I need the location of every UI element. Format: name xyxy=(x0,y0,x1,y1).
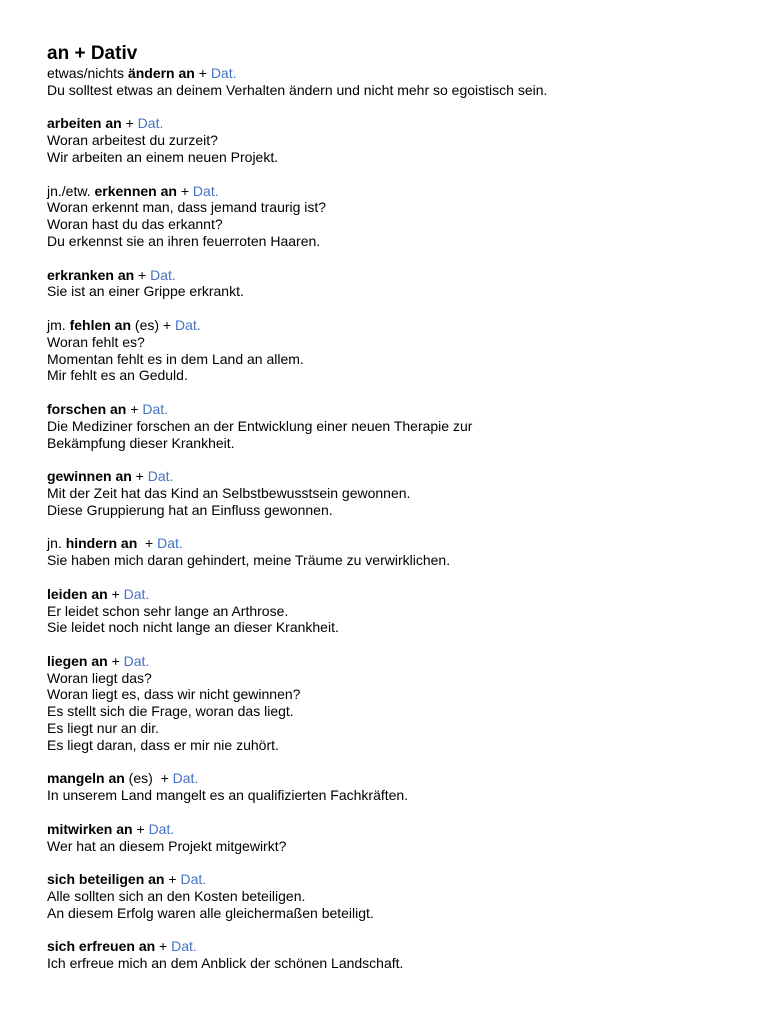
verb-connector: + xyxy=(194,65,211,81)
example-sentence: Sie haben mich daran gehindert, meine Träume zu verwirklichen. xyxy=(47,552,451,569)
example-sentence: Diese Gruppierung hat an Einfluss gewonnen. xyxy=(47,501,333,518)
case-label: Dat. xyxy=(192,182,219,199)
verb-entry xyxy=(47,267,768,301)
verb-line xyxy=(47,183,768,200)
verb-line xyxy=(47,468,768,485)
verb-name: sich erfreuen an xyxy=(47,938,156,955)
verb-entry xyxy=(47,871,768,921)
example-sentence: Er leidet schon sehr lange an Arthrose. xyxy=(47,602,289,619)
verb-entry xyxy=(47,468,768,518)
case-label: Dat. xyxy=(180,871,207,888)
example-sentence: Sie leidet noch nicht lange an dieser Krankheit. xyxy=(47,619,339,636)
example-sentence: Ich erfreue mich an dem Anblick der schönen Landschaft. xyxy=(47,955,404,972)
verb-name: sich beteiligen an xyxy=(47,871,165,888)
verb-connector: + xyxy=(131,468,148,485)
case-label: Dat. xyxy=(137,115,164,132)
verb-line xyxy=(47,770,768,787)
verb-name: liegen an xyxy=(47,652,108,669)
verb-connector: + xyxy=(164,871,181,888)
verb-line xyxy=(47,401,768,418)
verb-name: mitwirken an xyxy=(47,820,133,837)
verb-name: gewinnen an xyxy=(47,468,132,485)
case-label: Dat. xyxy=(175,316,201,333)
example-sentence: Es liegt nur an dir. xyxy=(47,720,160,737)
page-title: an + Dativ xyxy=(47,43,138,64)
verb-line xyxy=(47,821,768,838)
verb-entry xyxy=(47,653,768,754)
verb-object: jn. xyxy=(47,535,66,552)
verb-connector: (es) + xyxy=(131,316,175,333)
example-sentence: Woran erkennt man, dass jemand traurig ist? xyxy=(47,199,327,216)
example-sentence: Woran arbeitest du zurzeit? xyxy=(47,132,218,149)
verb-name: ändern an xyxy=(127,65,195,81)
example-sentence: Die Mediziner forschen an der Entwicklung einer neuen Therapie zur xyxy=(47,417,473,434)
example-sentence: Du erkennst sie an ihren feuerroten Haaren. xyxy=(47,232,321,249)
example-sentence: In unserem Land mangelt es an qualifizierten Fachkräften. xyxy=(47,787,409,804)
example-sentence: An diesem Erfolg waren alle gleichermaßen beteiligt. xyxy=(47,904,374,921)
verb-entry xyxy=(47,770,768,804)
example-sentence: Bekämpfung dieser Krankheit. xyxy=(47,434,235,451)
example-sentence: Es liegt daran, dass er mir nie zuhört. xyxy=(47,736,279,753)
verb-connector: + xyxy=(155,938,172,955)
example-sentence: Woran hast du das erkannt? xyxy=(47,216,223,233)
verb-connector: + xyxy=(107,652,124,669)
example-sentence: Woran fehlt es? xyxy=(47,333,145,350)
verb-connector: + xyxy=(134,266,151,283)
verb-object: jm. xyxy=(47,316,70,333)
verb-entry xyxy=(47,115,768,165)
example-sentence: Woran liegt es, dass wir nicht gewinnen? xyxy=(47,686,301,703)
verb-entry xyxy=(47,938,768,972)
verb-connector: + xyxy=(126,400,143,417)
verb-entry xyxy=(47,183,768,250)
example-sentence: Mit der Zeit hat das Kind an Selbstbewusstsein gewonnen. xyxy=(47,484,411,501)
verb-connector: + xyxy=(137,535,158,552)
example-sentence: Es stellt sich die Frage, woran das liegt. xyxy=(47,703,294,720)
case-label: Dat. xyxy=(148,820,175,837)
verb-connector: (es) + xyxy=(124,770,173,787)
verb-line xyxy=(47,65,768,82)
case-label: Dat. xyxy=(150,266,176,283)
verb-name: fehlen an xyxy=(69,316,132,333)
case-label: Dat. xyxy=(172,770,199,787)
verb-connector: + xyxy=(107,585,124,602)
case-label: Dat. xyxy=(210,65,237,81)
verb-name: hindern an xyxy=(65,535,138,552)
example-sentence: Momentan fehlt es in dem Land an allem. xyxy=(47,350,304,367)
case-label: Dat. xyxy=(157,535,183,552)
example-sentence: Mir fehlt es an Geduld. xyxy=(47,367,188,384)
example-sentence: Sie ist an einer Grippe erkrankt. xyxy=(47,283,244,300)
case-label: Dat. xyxy=(147,468,174,485)
verb-name: forschen an xyxy=(47,400,127,417)
verb-object: jn./etw. xyxy=(47,182,95,199)
verb-object: etwas/nichts xyxy=(47,65,128,81)
verb-connector: + xyxy=(132,820,149,837)
verb-line xyxy=(47,115,768,132)
verb-line xyxy=(47,317,768,334)
verb-name: erkranken an xyxy=(47,266,135,283)
verb-line xyxy=(47,535,768,552)
verb-entry xyxy=(47,535,768,569)
verb-name: leiden an xyxy=(47,585,108,602)
verb-line xyxy=(47,653,768,670)
verb-line xyxy=(47,267,768,284)
verb-connector: + xyxy=(121,115,138,132)
example-sentence: Alle sollten sich an den Kosten beteiligen. xyxy=(47,888,306,905)
verb-line xyxy=(47,871,768,888)
verb-entry xyxy=(47,586,768,636)
verb-name: arbeiten an xyxy=(47,115,122,132)
verb-name: erkennen an xyxy=(94,182,177,199)
verb-entry xyxy=(47,401,768,451)
case-label: Dat. xyxy=(142,400,169,417)
verb-name: mangeln an xyxy=(47,770,125,787)
example-sentence: Du solltest etwas an deinem Verhalten ändern und nicht mehr so egoistisch sein. xyxy=(47,81,548,98)
entry-list xyxy=(47,65,768,972)
example-sentence: Wir arbeiten an einem neuen Projekt. xyxy=(47,148,279,165)
verb-entry xyxy=(47,317,768,384)
verb-line xyxy=(47,938,768,955)
verb-line xyxy=(47,586,768,603)
verb-entry xyxy=(47,821,768,855)
case-label: Dat. xyxy=(123,585,150,602)
case-label: Dat. xyxy=(123,652,150,669)
example-sentence: Woran liegt das? xyxy=(47,669,152,686)
verb-connector: + xyxy=(176,182,193,199)
example-sentence: Wer hat an diesem Projekt mitgewirkt? xyxy=(47,837,287,854)
verb-entry xyxy=(47,65,768,99)
case-label: Dat. xyxy=(171,938,197,955)
